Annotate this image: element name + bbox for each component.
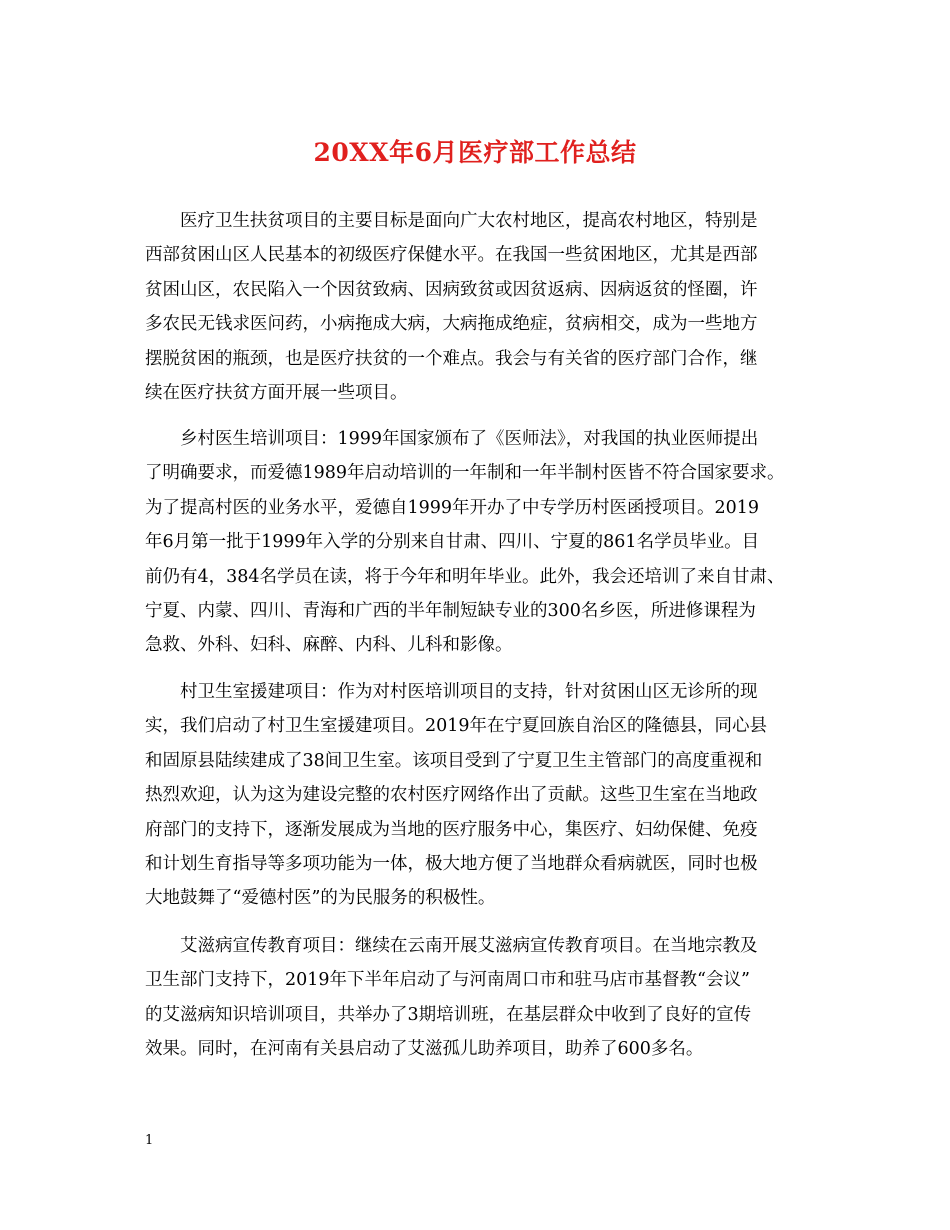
paragraph-poverty-relief bbox=[145, 204, 815, 410]
text-line: 了明确要求，而爱德1989年启动培训的一年制和一年半制村医皆不符合国家要求。 bbox=[145, 463, 785, 484]
text-line: 大地鼓舞了“爱德村医”的为民服务的积极性。 bbox=[145, 888, 496, 909]
paragraph-village-doctor-training bbox=[145, 422, 815, 663]
text-line: 和固原县陆续建成了38间卫生室。该项目受到了宁夏卫生主管部门的高度重视和 bbox=[145, 750, 763, 771]
text-line: 贫困山区，农民陷入一个因贫致病、因病致贫或因贫返病、因病返贫的怪圈，许 bbox=[145, 279, 758, 300]
text-line: 前仍有4，384名学员在读，将于今年和明年毕业。此外，我会还培训了来自甘肃、 bbox=[145, 566, 785, 587]
text-line: 村卫生室援建项目：作为对村医培训项目的支持，针对贫困山区无诊所的现 bbox=[180, 682, 758, 702]
text-line: 热烈欢迎，认为这为建设完整的农村医疗网络作出了贡献。这些卫生室在当地政 bbox=[145, 785, 758, 806]
page-number: 1 bbox=[145, 1133, 154, 1148]
text-line: 续在医疗扶贫方面开展一些项目。 bbox=[145, 382, 408, 403]
text-line: 宁夏、内蒙、四川、青海和广西的半年制短缺专业的300名乡医，所进修课程为 bbox=[145, 600, 756, 621]
text-line: 西部贫困山区人民基本的初级医疗保健水平。在我国一些贫困地区，尤其是西部 bbox=[145, 245, 758, 266]
document-title: 20XX年6月医疗部工作总结 bbox=[313, 138, 637, 167]
text-line: 效果。同时，在河南有关县启动了艾滋孤儿助养项目，助养了600多名。 bbox=[145, 1039, 704, 1060]
text-line: 年6月第一批于1999年入学的分别来自甘肃、四川、宁夏的861名学员毕业。目 bbox=[145, 532, 760, 553]
text-line: 的艾滋病知识培训项目，共举办了3期培训班，在基层群众中收到了良好的宣传 bbox=[145, 1004, 752, 1025]
text-line: 医疗卫生扶贫项目的主要目标是面向广大农村地区，提高农村地区，特别是 bbox=[180, 211, 758, 231]
text-line: 和计划生育指导等多项功能为一体，极大地方便了当地群众看病就医，同时也极 bbox=[145, 853, 758, 874]
text-line: 府部门的支持下，逐渐发展成为当地的医疗服务中心，集医疗、妇幼保健、免疫 bbox=[145, 819, 758, 840]
paragraph-clinic-construction bbox=[145, 675, 815, 916]
text-line: 摆脱贫困的瓶颈，也是医疗扶贫的一个难点。我会与有关省的医疗部门合作，继 bbox=[145, 348, 758, 369]
text-line: 艾滋病宣传教育项目：继续在云南开展艾滋病宣传教育项目。在当地宗教及 bbox=[180, 936, 758, 956]
text-line: 卫生部门支持下，2019年下半年启动了与河南周口市和驻马店市基督教“会议” bbox=[145, 970, 750, 991]
paragraph-aids-education bbox=[145, 929, 815, 1067]
text-line: 乡村医生培训项目：1999年国家颁布了《医师法》，对我国的执业医师提出 bbox=[180, 429, 759, 449]
text-line: 多农民无钱求医问药，小病拖成大病，大病拖成绝症，贫病相交，成为一些地方 bbox=[145, 314, 758, 335]
text-line: 急救、外科、妇科、麻醉、内科、儿科和影像。 bbox=[145, 635, 513, 656]
text-line: 实，我们启动了村卫生室援建项目。2019年在宁夏回族自治区的隆德县，同心县 bbox=[145, 716, 768, 737]
text-line: 为了提高村医的业务水平，爱德自1999年开办了中专学历村医函授项目。2019 bbox=[145, 497, 760, 518]
